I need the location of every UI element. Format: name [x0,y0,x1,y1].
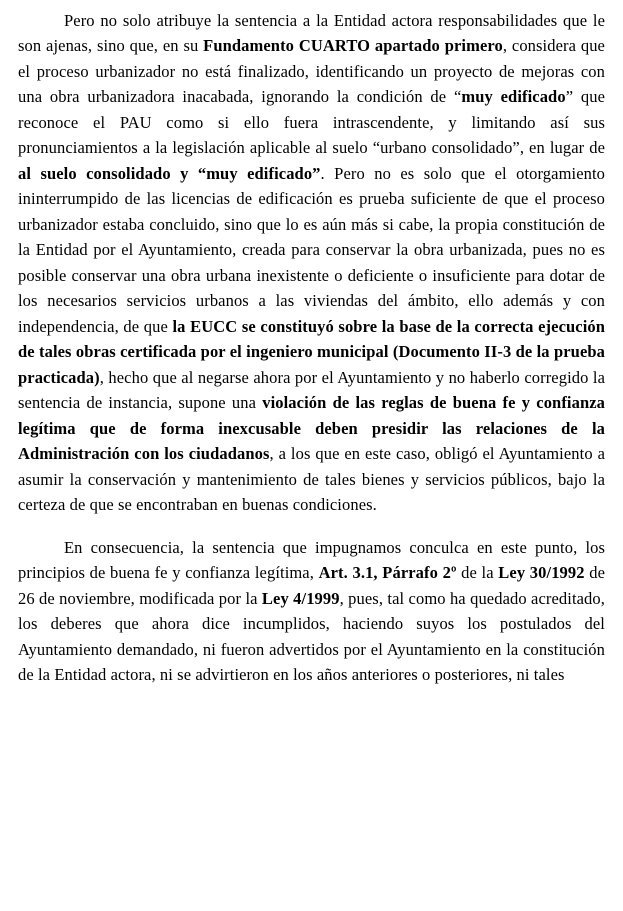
body-text-run: . Pero no es solo que el otorgamiento ininterrumpido de las licencias de edificación es prueba suficiente de que el proceso urbanizador estaba concluido, sino que lo es aún más si cabe, la propia constitución de la Entidad por el Ayuntamiento, creada para conservar la obra urbanizada, pues no es posible conservar una obra urbana inexistente o deficiente o insuficiente para dotar de los necesarios servicios urbanos a las viviendas del ámbito, ello además y con independencia, de que [18,163,606,336]
emphasized-text: la EUCC se constituyó sobre la base de la correcta ejecución de tales obras certificada por el ingeniero municipal (Documento II-3 de la prueba practicada) [18,316,606,387]
body-text-run: de la [456,563,499,583]
emphasized-text: al suelo consolidado y “muy edificado” [18,163,321,183]
body-text-run: Pero no solo atribuye la sentencia a la Entidad actora responsabilidades que le son ajenas, sino que, en su [18,11,605,56]
body-text-run: En consecuencia, la sentencia que impugnamos conculca en este punto, los principios de buena fe y confianza legítima, [18,537,605,583]
body-text-run: , a los que en este caso, obligó el Ayuntamiento a asumir la conservación y mantenimiento de tales bienes y servicios públicos, bajo la certeza de que se encontraban en buenas condiciones. [18,444,605,515]
emphasized-text: Art. 3.1, Párrafo 2º [318,563,457,583]
body-text-run: , pues, tal como ha quedado acreditado, los deberes que ahora dice incumplidos, haciendo suyos los postulados del Ayuntamiento demandado, ni fueron advertidos por el Ayuntamiento en la constitución de la Entidad actora, ni se advirtieron en los años anteriores o posteriores, ni tales [18,588,605,685]
document-body [18,8,605,688]
body-text-run: de 26 de noviembre, modificada por la [18,563,606,608]
paragraph [18,8,605,518]
emphasized-text: muy edificado [461,87,566,107]
emphasized-text: Fundamento CUARTO apartado primero [203,36,503,56]
body-text-run: ” que reconoce el PAU como si ello fuera intrascendente, y limitando así sus pronunciamientos a la legislación aplicable al suelo “urbano consolidado”, en lugar de [18,87,605,158]
emphasized-text: Ley 4/1999 [261,588,340,608]
body-text-run: , hecho que al negarse ahora por el Ayuntamiento y no haberlo corregido la sentencia de instancia, supone una [18,367,605,413]
body-text-run: , considera que el proceso urbanizador no está finalizado, identificando un proyecto de mejoras con una obra urbanizadora inacabada, ignorando la condición de “ [18,36,605,107]
emphasized-text: violación de las reglas de buena fe y confianza legítima que de forma inexcusable deben presidir las relaciones de la Administración con los ciudadanos [18,393,605,464]
paragraph [18,535,605,688]
emphasized-text: Ley 30/1992 [498,563,585,583]
